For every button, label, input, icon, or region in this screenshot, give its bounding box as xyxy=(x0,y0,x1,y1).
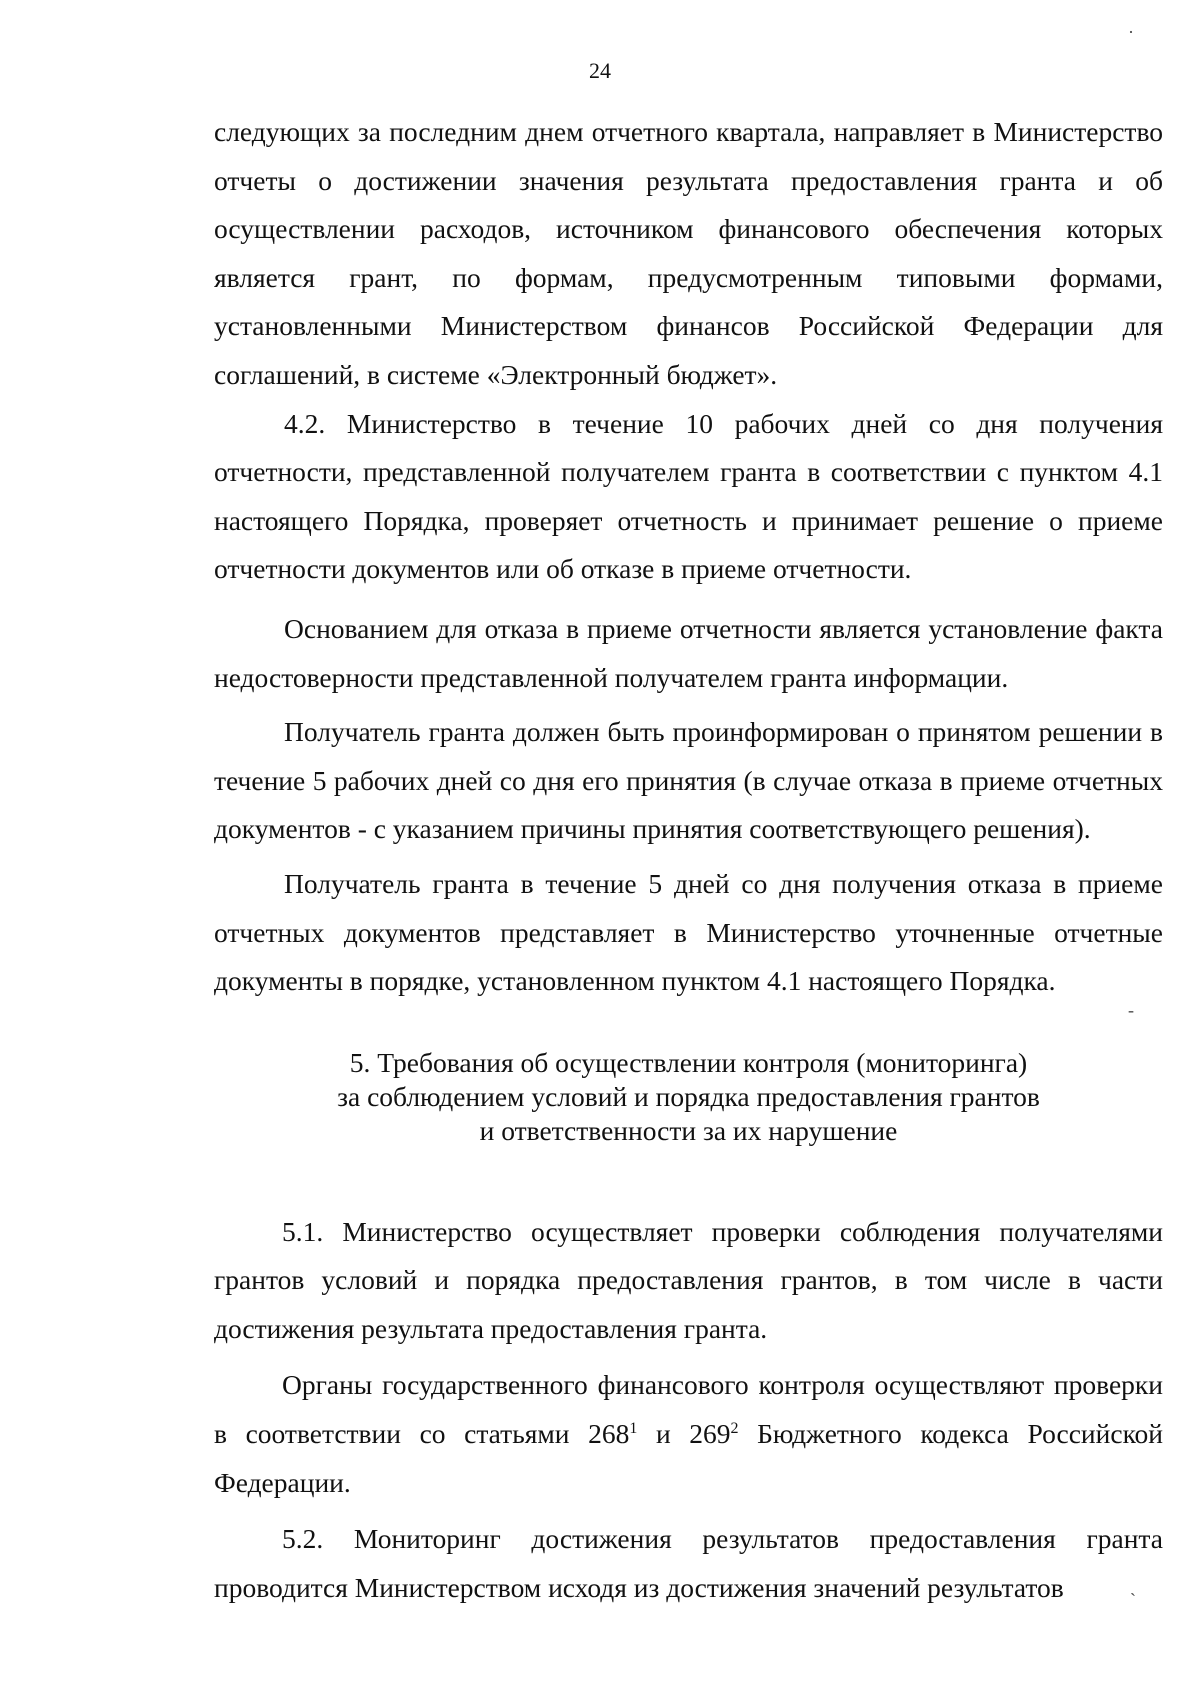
document-body xyxy=(214,108,1163,1612)
scan-dash-mark: - xyxy=(1128,1000,1134,1020)
paragraph-financial-control xyxy=(214,1361,1163,1507)
paragraph-5-1: 5.1. Министерство осуществляет проверки соблюдения получателями грантов условий и порядка предоставления грантов, в том числе в части достижения результата предоставления гранта. xyxy=(214,1215,1163,1344)
paragraph-resubmission: Получатель гранта в течение 5 дней со дня получения отказа в приеме отчетных документов представляет в Министерство уточненные отчетные документы в порядке, установленном пунктом 4.1 настоящего Порядка. xyxy=(214,867,1163,997)
financial-control-text-mid: и 269 xyxy=(637,1418,731,1450)
paragraph-4-2: 4.2. Министерство в течение 10 рабочих дней со дня получения отчетности, представленной получателем гранта в соответствии с пунктом 4.1 настоящего Порядка, проверяет отчетность и принимает решение о приеме отчетности документов или об отказе в приеме отчетности. xyxy=(214,407,1163,585)
paragraph-5-2: 5.2. Мониторинг достижения результатов предоставления гранта проводится Министерством исходя из достижения значений результатов xyxy=(214,1523,1163,1603)
section-5-heading-line-2: за соблюдением условий и порядка предоставления грантов xyxy=(337,1080,1040,1112)
financial-control-text-end: Бюджетного кодекса Российской Федерации. xyxy=(214,1418,1164,1498)
paragraph-notification: Получатель гранта должен быть проинформирован о принятом решении в течение 5 рабочих дней со дня его принятия (в случае отказа в приеме отчетных документов - с указанием причины принятия соответствующего решения). xyxy=(214,716,1163,845)
paragraph-reports: следующих за последним днем отчетного квартала, направляет в Министерство отчеты о достижении значения результата предоставления гранта и об осуществлении расходов, источником финансового обеспечения которых является грант, по формам, предусмотренным типовыми формами, установленными Министерством финансов Российской Федерации для соглашений, в системе «Электронный бюджет». xyxy=(214,116,1163,390)
section-5-heading xyxy=(214,1046,1163,1148)
scan-tick-mark: ` xyxy=(1130,1590,1136,1610)
section-5-heading-line-1: 5. Требования об осуществлении контроля (мониторинга) xyxy=(349,1046,1028,1078)
scan-dot-mark: · xyxy=(1128,22,1134,42)
article-269-superscript: 2 xyxy=(730,1419,739,1437)
article-268-superscript: 1 xyxy=(629,1419,638,1437)
section-5-heading-line-3: и ответственности за их нарушение xyxy=(479,1114,898,1146)
financial-control-text-start: Органы государственного финансового контроля осуществляют проверки в соответствии со статьями 268 xyxy=(214,1369,1163,1450)
page-number: 24 xyxy=(589,58,611,83)
paragraph-refusal-basis: Основанием для отказа в приеме отчетности является установление факта недостоверности представленной получателем гранта информации. xyxy=(214,612,1163,693)
